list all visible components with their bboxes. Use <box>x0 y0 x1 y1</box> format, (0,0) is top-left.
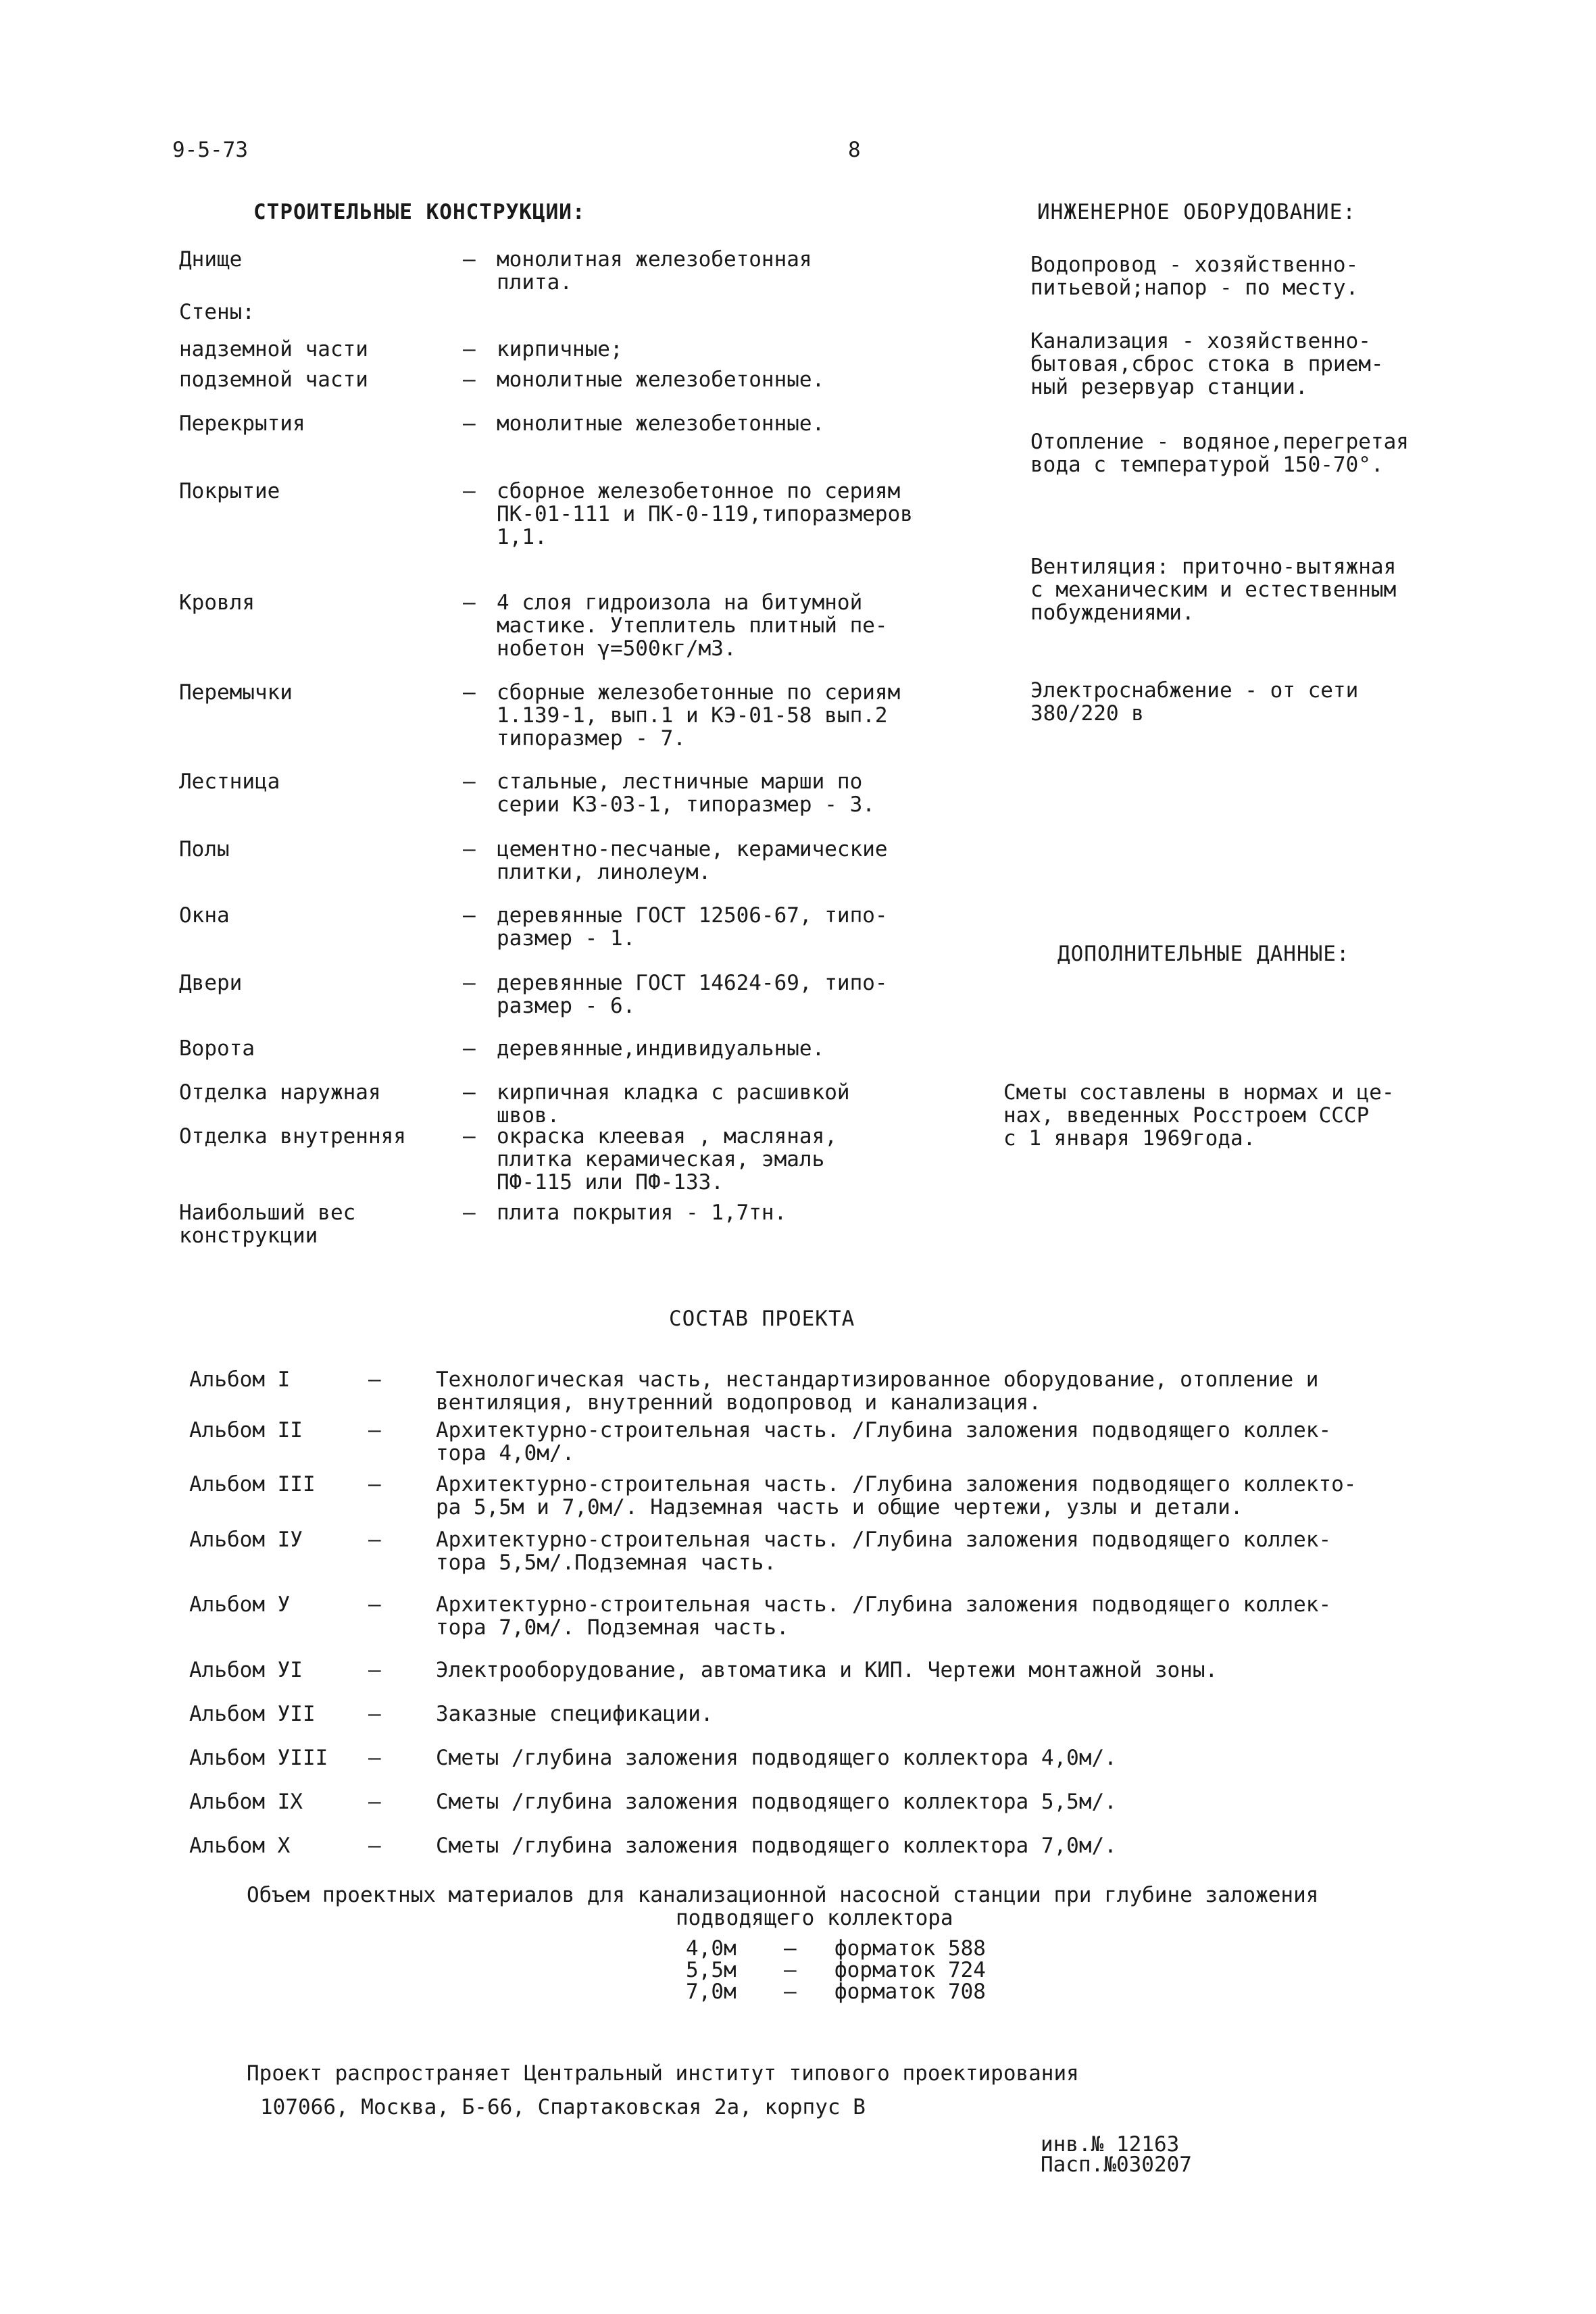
dash: – <box>368 1418 381 1442</box>
depth-value: 7,0м <box>686 1980 737 2004</box>
row-label: Полы <box>179 837 230 861</box>
row-label: Перекрытия <box>179 411 305 436</box>
album-description: Сметы /глубина заложения подводящего коллектора 7,0м/. <box>436 1834 1117 1858</box>
album-name: Альбом IX <box>189 1790 303 1814</box>
dash: – <box>463 837 476 861</box>
row-label: Кровля <box>179 590 255 615</box>
dash: – <box>463 770 476 794</box>
album-name: Альбом У <box>189 1592 291 1617</box>
passport-number: Пасп.№030207 <box>1041 2153 1192 2177</box>
dash: – <box>463 368 476 392</box>
row-label: Двери <box>179 971 243 995</box>
format-number: 588 <box>947 1936 986 1961</box>
engineering-item-ventilation: Вентиляция: приточно-вытяжная с механическим и естественным побуждениями. <box>1030 555 1397 625</box>
format-count <box>834 1981 1037 2003</box>
dash: – <box>368 1746 381 1770</box>
album-description: Технологическая часть, нестандартизированное оборудование, отопление и вентиляция, внутренний водопровод и канализация. <box>436 1367 1319 1415</box>
walls-heading: Стены: <box>179 300 255 324</box>
album-description: Сметы /глубина заложения подводящего коллектора 4,0м/. <box>436 1746 1117 1770</box>
dash: – <box>368 1790 381 1814</box>
dash: – <box>463 1124 476 1149</box>
row-value: 4 слоя гидроизола на битумной мастике. Утеплитель плитный пе- нобетон γ=500кг/м3. <box>497 590 888 661</box>
album-description: Электрооборудование, автоматика и КИП. Чертежи монтажной зоны. <box>436 1658 1218 1682</box>
row-value: деревянные ГОСТ 14624-69, типо- размер - 6. <box>497 971 888 1018</box>
dash: – <box>463 337 476 361</box>
album-name: Альбом УIII <box>189 1746 328 1770</box>
row-label: Ворота <box>179 1036 255 1061</box>
album-description: Сметы /глубина заложения подводящего коллектора 5,5м/. <box>436 1790 1117 1814</box>
album-name: Альбом УI <box>189 1658 303 1682</box>
row-label: подземной части <box>179 368 368 392</box>
row-label: Перемычки <box>179 680 293 705</box>
dash: – <box>368 1834 381 1858</box>
album-name: Альбом УII <box>189 1702 316 1726</box>
row-value: монолитные железобетонные. <box>497 411 825 436</box>
format-word: форматок <box>834 1980 936 2004</box>
dash: – <box>368 1592 381 1617</box>
row-value: плита покрытия - 1,7тн. <box>497 1201 787 1225</box>
depth-value: 4,0м <box>686 1936 737 1961</box>
row-label: Днище <box>179 247 243 272</box>
additional-heading: ДОПОЛНИТЕЛЬНЫЕ ДАННЫЕ: <box>1057 942 1350 966</box>
project-heading: СОСТАВ ПРОЕКТА <box>669 1307 855 1331</box>
row-label: надземной части <box>179 337 368 361</box>
dash: – <box>368 1658 381 1682</box>
dash: – <box>784 1958 797 1982</box>
dash: – <box>368 1367 381 1392</box>
format-word: форматок <box>834 1936 936 1961</box>
dash: – <box>368 1472 381 1496</box>
volume-line-2: подводящего коллектора <box>676 1906 953 1930</box>
dash: – <box>463 1201 476 1225</box>
row-value: кирпичная кладка с расшивкой швов. <box>497 1080 850 1128</box>
construction-heading: СТРОИТЕЛЬНЫЕ КОНСТРУКЦИИ: <box>253 200 586 224</box>
engineering-item-sewerage: Канализация - хозяйственно- бытовая,сброс стока в прием- ный резервуар станции. <box>1030 329 1384 399</box>
dash: – <box>463 479 476 503</box>
format-count <box>834 1959 1037 1981</box>
row-value: деревянные ГОСТ 12506-67, типо- размер - 1. <box>497 903 888 951</box>
row-value: кирпичные; <box>497 337 623 361</box>
engineering-item-water: Водопровод - хозяйственно- питьевой;напор - по месту. <box>1030 253 1359 300</box>
engineering-item-power: Электроснабжение - от сети 380/220 в <box>1030 678 1359 726</box>
dash: – <box>463 680 476 705</box>
additional-text: Сметы составлены в нормах и це- нах, введенных Росстроем СССР с 1 января 1969года. <box>1003 1080 1395 1151</box>
dash: – <box>463 247 476 272</box>
dash: – <box>463 1036 476 1061</box>
distribution-address: 107066, Москва, Б-66, Спартаковская 2а, корпус В <box>260 2095 866 2119</box>
row-value: цементно-песчаные, керамические плитки, линолеум. <box>497 837 888 884</box>
depth-value: 5,5м <box>686 1958 737 1982</box>
row-label: Отделка внутренняя <box>179 1124 406 1149</box>
inventory-number: инв.№ 12163 <box>1041 2132 1180 2157</box>
album-name: Альбом IУ <box>189 1528 303 1552</box>
row-value: стальные, лестничные марши по серии КЗ-03-1, типоразмер - 3. <box>497 770 875 817</box>
page-number: 8 <box>848 138 861 162</box>
album-description: Архитектурно-строительная часть. /Глубина заложения подводящего коллек- тора 7,0м/. Подземная часть. <box>436 1592 1332 1640</box>
dash: – <box>784 1936 797 1961</box>
album-description: Архитектурно-строительная часть. /Глубина заложения подводящего коллек- тора 4,0м/. <box>436 1418 1332 1465</box>
distribution-line-1: Проект распространяет Центральный институт типового проектирования <box>247 2061 1079 2086</box>
engineering-heading: ИНЖЕНЕРНОЕ ОБОРУДОВАНИЕ: <box>1037 200 1356 224</box>
dash: – <box>368 1702 381 1726</box>
dash: – <box>463 590 476 615</box>
album-name: Альбом I <box>189 1367 291 1392</box>
dash: – <box>784 1980 797 2004</box>
format-number: 724 <box>947 1958 986 1982</box>
row-value: окраска клеевая , масляная, плитка керамическая, эмаль ПФ-115 или ПФ-133. <box>497 1124 837 1194</box>
row-label: Лестница <box>179 770 280 794</box>
engineering-item-heating: Отопление - водяное,перегретая вода с температурой 150-70°. <box>1030 430 1409 477</box>
row-label: Покрытие <box>179 479 280 503</box>
dash: – <box>463 971 476 995</box>
row-label: Окна <box>179 903 230 928</box>
row-label: Наибольший вес конструкции <box>179 1201 356 1248</box>
album-name: Альбом III <box>189 1472 316 1496</box>
row-label: Отделка наружная <box>179 1080 381 1105</box>
row-value: сборное железобетонное по сериям ПК-01-111 и ПК-0-119,типоразмеров 1,1. <box>497 479 913 549</box>
dash: – <box>463 903 476 928</box>
album-description: Архитектурно-строительная часть. /Глубина заложения подводящего коллекто- ра 5,5м и 7,0м/. Надземная часть и общие чертежи, узлы и детали. <box>436 1472 1357 1519</box>
dash: – <box>368 1528 381 1552</box>
row-value: сборные железобетонные по сериям 1.139-1, вып.1 и КЭ-01-58 вып.2 типоразмер - 7. <box>497 680 901 751</box>
row-value: деревянные,индивидуальные. <box>497 1036 825 1061</box>
album-description: Заказные спецификации. <box>436 1702 714 1726</box>
volume-line-1: Объем проектных материалов для канализационной насосной станции при глубине заложения <box>247 1883 1319 1907</box>
format-word: форматок <box>834 1958 936 1982</box>
row-value: монолитные железобетонные. <box>497 368 825 392</box>
dash: – <box>463 1080 476 1105</box>
album-name: Альбом X <box>189 1834 291 1858</box>
format-count <box>834 1938 1037 1959</box>
row-value: монолитная железобетонная плита. <box>497 247 812 295</box>
document-code: 9-5-73 <box>172 138 248 162</box>
dash: – <box>463 411 476 436</box>
album-name: Альбом II <box>189 1418 303 1442</box>
format-number: 708 <box>947 1980 986 2004</box>
album-description: Архитектурно-строительная часть. /Глубина заложения подводящего коллек- тора 5,5м/.Подземная часть. <box>436 1528 1332 1575</box>
